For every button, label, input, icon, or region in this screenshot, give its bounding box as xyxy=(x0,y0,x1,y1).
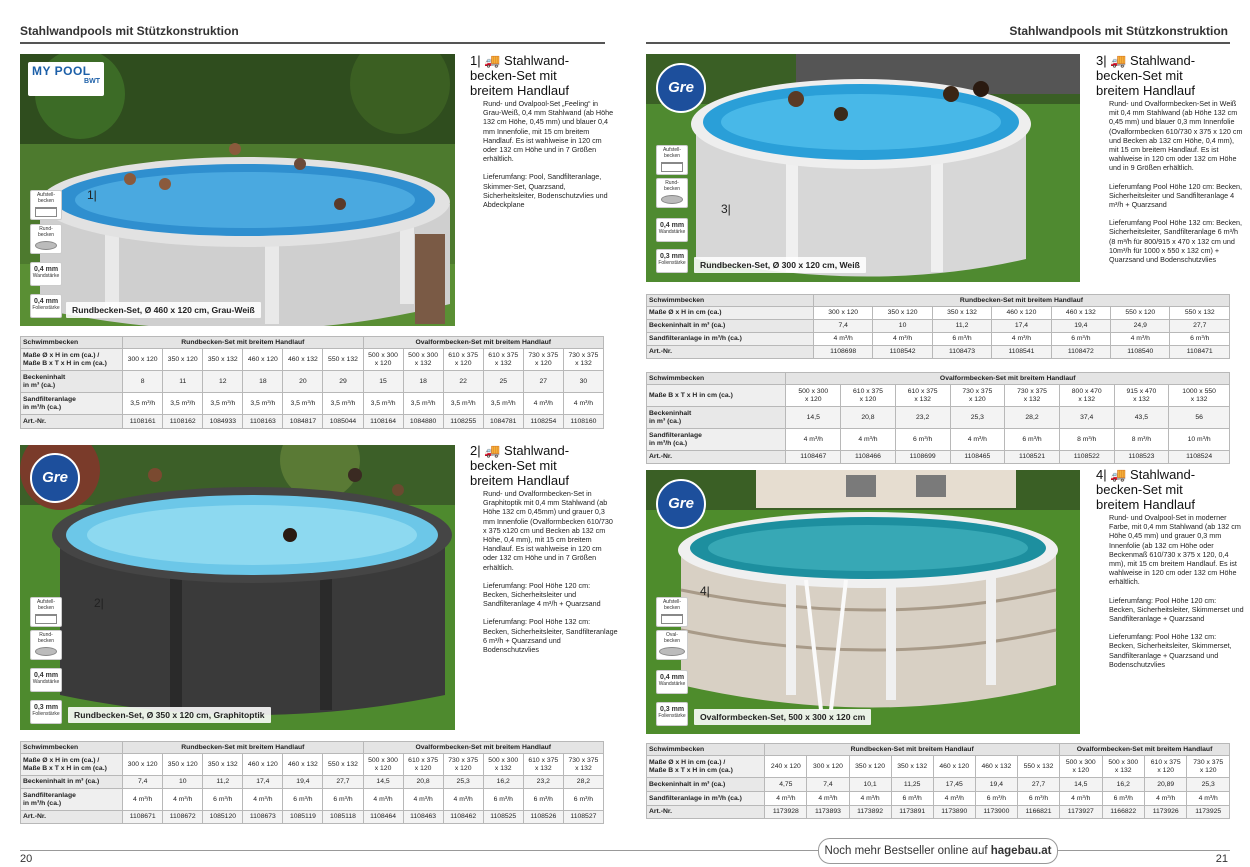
badge-aufstellbecken-4: Aufstell- becken xyxy=(656,597,688,627)
product-1-image-number: 1| xyxy=(87,188,97,202)
promo-link[interactable] xyxy=(818,838,1058,864)
badge-foil-2: 0,3 mm Folienstärke xyxy=(30,700,62,724)
badge-aufstellbecken-1: Aufstell- becken xyxy=(30,190,62,220)
badge-foil-3: 0,3 mm Folienstärke xyxy=(656,249,688,273)
product-4-photo xyxy=(646,470,1080,734)
mypool-logo xyxy=(28,62,104,96)
gre-logo-3: Gre xyxy=(656,63,706,113)
table-row: Art.-Nr. 1108671 1108672 1085120 1108673 1085119 1085118 1108464 1108463 1108462 1108525 1108526 1108527 xyxy=(21,811,604,824)
mypool-logo-text: MY POOL xyxy=(32,64,91,78)
badge-rundbecken-2: Rund- becken xyxy=(30,630,62,660)
table-row: Maße Ø x H in cm (ca.) / Maße B x T x H in cm (ca.) 300 x 120 350 x 120 350 x 132 460 x 120 460 x 132 550 x 132 500 x 300 x 120 500 x 300 x 132 610 x 375 x 120 610 x 375 x 132 730 x 375 x 120 730 x 375 x 132 xyxy=(21,349,604,371)
product-2-description: Rund- und Ovalformbecken-Set in Graphitoptik mit 0,4 mm Stahlwand (ab Höhe 132 cm 0,45mm) und grauer 0,3 mm Innenfolie (Ovalformbecken 610/730 x 375 x120 cm und Becken ab 132 cm Höhe, 0,4 mm), mit 15 cm breitem Handlauf. Es ist wahlweise in 120 cm oder 132 cm Höhe und in 7 Größen erhältlich. Lieferumfang: Pool Höhe 120 cm: Becken, Sicherheitsleiter und Sandfilteranlage 4 m³/h + Quarzsand Lieferumfang: Pool Höhe 132 cm: Becken, Sicherheitsleiter, Sandfilteranlage 6 m³/h + Quarzsand und Bodenschutzvlies xyxy=(483,489,618,655)
product-1-description: Rund- und Ovalpool-Set „Feeling“ in Grau-Weiß, 0,4 mm Stahlwand (ab Höhe 132 cm Höhe, 0,45 mm) und blauer 0,4 mm Innenfolie, mit 15 cm breitem Handlauf. Es ist wahlweise in 120 cm oder 132 cm Höhe und in 7 Größen erhältlich. Lieferumfang: Pool, Sandfilteranlage, Skimmer-Set, Quarzsand, Sicherheitsleiter, Bodenschutzvlies und Abdeckplane xyxy=(483,99,614,210)
truck-icon: 🚚 xyxy=(484,443,501,458)
promo-text: Noch mehr Bestseller online auf xyxy=(824,845,991,857)
product-2-title: 2| 🚚 Stahlwand- becken-Set mit breitem Handlauf xyxy=(470,443,570,488)
aufstell-icon xyxy=(35,207,57,217)
product-2-image-number: 2| xyxy=(94,596,104,610)
promo-url[interactable]: hagebau.at xyxy=(990,845,1052,857)
table-row: Maße Ø x H in cm (ca.) / Maße B x T x H in cm (ca.) 240 x 120 300 x 120 350 x 120 350 x 132 460 x 120 460 x 132 550 x 132 500 x 300 x 120 500 x 300 x 132 610 x 375 x 120 730 x 375 x 120 xyxy=(647,756,1230,778)
table-row: Sandfilteranlage in m³/h (ca.) 4 m³/h 4 m³/h 6 m³/h 4 m³/h 6 m³/h 4 m³/h 6 m³/h xyxy=(647,333,1230,346)
badge-foil-1: 0,4 mm Folienstärke xyxy=(30,294,62,318)
oval-pool-icon xyxy=(659,647,685,656)
round-pool-icon xyxy=(35,241,57,250)
aufstell-icon xyxy=(35,614,57,624)
product-4-description: Rund- und Ovalpool-Set in moderner Farbe, mit 0,4 mm Stahlwand (ab 132 cm Höhe 0,45 mm) und grauer 0,3 mm Innenfolie (ab 132 cm Höhe oder Beckenmaß 610/730 x 375 x 120, 0,4 mm), mit 15 cm breitem Handlauf. Es ist wahlweise in 120 cm oder 132 cm Höhe erhältlich. Lieferumfang: Pool Höhe 120 cm: Becken, Sicherheitsleiter, Skimmerset und Sandfilteranlage + Quarzsand Lieferumfang: Pool Höhe 132 cm: Becken, Sicherheitsleiter, Skimmerset, Sandfilteranlage + Quarzsand und Bodenschutzvlies xyxy=(1109,513,1244,669)
badge-wall-1: 0,4 mm Wandstärke xyxy=(30,262,62,286)
page-header-right: Stahlwandpools mit Stützkonstruktion xyxy=(1009,24,1228,38)
footer-rule-right xyxy=(1058,850,1230,851)
badge-aufstellbecken-2: Aufstell- becken xyxy=(30,597,62,627)
product-3-title: 3| 🚚 Stahlwand- becken-Set mit breitem Handlauf xyxy=(1096,53,1196,98)
product-3-caption: Rundbecken-Set, Ø 300 x 120 cm, Weiß xyxy=(694,257,866,273)
table-row: Maße B x T x H in cm (ca.) 500 x 300 x 120 610 x 375 x 120 610 x 375 x 132 730 x 375 x 120 730 x 375 x 132 800 x 470 x 132 915 x 470 x 132 1000 x 550 x 132 xyxy=(647,385,1230,407)
table-row: Sandfilteranlage in m³/h (ca.) 4 m³/h 4 m³/h 4 m³/h 6 m³/h 4 m³/h 6 m³/h 6 m³/h 4 m³/h 6 m³/h 4 m³/h 4 m³/h xyxy=(647,792,1230,806)
header-rule-right xyxy=(646,42,1230,44)
page-header-left: Stahlwandpools mit Stützkonstruktion xyxy=(20,24,239,38)
table-row: Sandfilteranlage in m³/h (ca.) 3,5 m³/h 3,5 m³/h 3,5 m³/h 3,5 m³/h 3,5 m³/h 3,5 m³/h 3,5 m³/h 3,5 m³/h 3,5 m³/h 3,5 m³/h 4 m³/h 4 m³/h xyxy=(21,393,604,415)
table-row: Beckeninhalt in m³ (ca.) 4,75 7,4 10,1 11,25 17,45 19,4 27,7 14,5 16,2 20,89 25,3 xyxy=(647,778,1230,792)
table-row: Sandfilteranlage in m³/h (ca.) 4 m³/h 4 m³/h 6 m³/h 4 m³/h 6 m³/h 8 m³/h 8 m³/h 10 m³/h xyxy=(647,429,1230,451)
header-rule-left xyxy=(20,42,605,44)
badge-wall-2: 0,4 mm Wandstärke xyxy=(30,668,62,692)
truck-icon: 🚚 xyxy=(484,53,501,68)
table-row: Art.-Nr. 1108467 1108466 1108699 1108465 1108521 1108522 1108523 1108524 xyxy=(647,451,1230,464)
badge-wall-3: 0,4 mm Wandstärke xyxy=(656,218,688,242)
table-row: Art.-Nr. 1173928 1173893 1173892 1173891 1173890 1173900 1166821 1173927 1166822 1173926 1173925 xyxy=(647,806,1230,819)
table-row: Beckeninhalt in m³ (ca.) 7,4 10 11,2 17,4 19,4 27,7 14,5 20,8 25,3 16,2 23,2 28,2 xyxy=(21,776,604,789)
page-number-right: 21 xyxy=(1215,853,1228,865)
table-row: Art.-Nr. 1108161 1108162 1084933 1108163 1084817 1085044 1108164 1084880 1108255 1084781 1108254 1108160 xyxy=(21,415,604,429)
aufstell-icon xyxy=(661,614,683,624)
product-4-title: 4| 🚚 Stahlwand- becken-Set mit breitem Handlauf xyxy=(1096,467,1196,512)
badge-ovalbecken-4: Oval- becken xyxy=(656,630,688,660)
badge-rundbecken-3: Rund- becken xyxy=(656,178,688,208)
product-1-caption: Rundbecken-Set, Ø 460 x 120 cm, Grau-Weiß xyxy=(66,302,261,318)
spec-table-4: Schwimmbecken Rundbecken-Set mit breitem Handlauf Ovalformbecken-Set mit breitem Handlauf Maße Ø x H in cm (ca.) / Maße B x T x H in cm (ca.) 240 x 120 300 x 120 350 x 120 350 x 132 460 x 120 460 x 132 550 x 132 500 x 300 x 120 500 x 300 x 132 610 x 375 x 120 730 x 375 x 120 Beckeninhalt in m³ (ca.) 4,75 7,4 10,1 11,25 17,45 19,4 27,7 14,5 16,2 20,89 25,3 Sandfilteranlage in m³/h (ca.) 4 m³/h 4 m³/h 4 m³/h 6 m³/h 4 m³/h 6 m³/h 6 m³/h 4 m³/h 6 m³/h 4 m³/h 4 m³/h Art.-Nr. 1173928 1173893 1173892 1173891 1173890 1173900 1166821 1173927 1166822 1173926 1173925 xyxy=(646,743,1230,819)
product-2-photo xyxy=(20,445,455,730)
gre-logo-4: Gre xyxy=(656,479,706,529)
aufstell-icon xyxy=(661,162,683,172)
badge-aufstellbecken-3: Aufstell- becken xyxy=(656,145,688,175)
spec-table-3a: Schwimmbecken Rundbecken-Set mit breitem Handlauf Maße Ø x H in cm (ca.) 300 x 120 350 x 120 350 x 132 460 x 120 460 x 132 550 x 120 550 x 132 Beckeninhalt in m³ (ca.) 7,4 10 11,2 17,4 19,4 24,9 27,7 Sandfilteranlage in m³/h (ca.) 4 m³/h 4 m³/h 6 m³/h 4 m³/h 6 m³/h 4 m³/h 6 m³/h Art.-Nr. 1108698 1108542 1108473 1108541 1108472 1108540 1108471 xyxy=(646,294,1230,359)
product-1-title: 1| 🚚 Stahlwand- becken-Set mit breitem Handlauf xyxy=(470,53,570,98)
table-row: Maße Ø x H in cm (ca.) 300 x 120 350 x 120 350 x 132 460 x 120 460 x 132 550 x 120 550 x 132 xyxy=(647,307,1230,320)
product-4-image-number: 4| xyxy=(700,584,710,598)
table-row: Beckeninhalt in m³ (ca.) 7,4 10 11,2 17,4 19,4 24,9 27,7 xyxy=(647,320,1230,333)
round-pool-icon xyxy=(35,647,57,656)
spec-table-1: Schwimmbecken Rundbecken-Set mit breitem Handlauf Ovalformbecken-Set mit breitem Handlauf Maße Ø x H in cm (ca.) / Maße B x T x H in cm (ca.) 300 x 120 350 x 120 350 x 132 460 x 120 460 x 132 550 x 132 500 x 300 x 120 500 x 300 x 132 610 x 375 x 120 610 x 375 x 132 730 x 375 x 120 730 x 375 x 132 Beckeninhalt in m³ (ca.) 8 11 12 18 20 29 15 18 22 25 27 30 Sandfilteranlage in m³/h (ca.) 3,5 m³/h 3,5 m³/h 3,5 m³/h 3,5 m³/h 3,5 m³/h 3,5 m³/h 3,5 m³/h 3,5 m³/h 3,5 m³/h 3,5 m³/h 4 m³/h 4 m³/h Art.-Nr. 1108161 1108162 1084933 1108163 1084817 1085044 1108164 1084880 1108255 1084781 1108254 1108160 xyxy=(20,336,604,429)
product-2-caption: Rundbecken-Set, Ø 350 x 120 cm, Graphitoptik xyxy=(68,707,271,723)
gre-logo-2: Gre xyxy=(30,453,80,503)
table-row: Beckeninhalt in m³ (ca.) 14,5 20,8 23,2 25,3 28,2 37,4 43,5 56 xyxy=(647,407,1230,429)
spec-table-2: Schwimmbecken Rundbecken-Set mit breitem Handlauf Ovalformbecken-Set mit breitem Handlauf Maße Ø x H in cm (ca.) / Maße B x T x H in cm (ca.) 300 x 120 350 x 120 350 x 132 460 x 120 460 x 132 550 x 132 500 x 300 x 120 610 x 375 x 120 730 x 375 x 120 500 x 300 x 132 610 x 375 x 132 730 x 375 x 132 Beckeninhalt in m³ (ca.) 7,4 10 11,2 17,4 19,4 27,7 14,5 20,8 25,3 16,2 23,2 28,2 Sandfilteranlage in m³/h (ca.) 4 m³/h 4 m³/h 6 m³/h 4 m³/h 6 m³/h 6 m³/h 4 m³/h 4 m³/h 4 m³/h 6 m³/h 6 m³/h 6 m³/h Art.-Nr. 1108671 1108672 1085120 1108673 1085119 1085118 1108464 1108463 1108462 1108525 1108526 1108527 xyxy=(20,741,604,824)
table-row: Maße Ø x H in cm (ca.) / Maße B x T x H in cm (ca.) 300 x 120 350 x 120 350 x 132 460 x 120 460 x 132 550 x 132 500 x 300 x 120 610 x 375 x 120 730 x 375 x 120 500 x 300 x 132 610 x 375 x 132 730 x 375 x 132 xyxy=(21,754,604,776)
badge-wall-4: 0,4 mm Wandstärke xyxy=(656,670,688,694)
page-number-left: 20 xyxy=(20,853,33,865)
product-4-caption: Ovalformbecken-Set, 500 x 300 x 120 cm xyxy=(694,709,871,725)
mypool-logo-sub: BWT xyxy=(84,78,100,85)
table-row: Sandfilteranlage in m³/h (ca.) 4 m³/h 4 m³/h 6 m³/h 4 m³/h 6 m³/h 6 m³/h 4 m³/h 4 m³/h 4 m³/h 6 m³/h 6 m³/h 6 m³/h xyxy=(21,789,604,811)
footer-rule-left xyxy=(20,850,818,851)
product-3-image-number: 3| xyxy=(721,202,731,216)
badge-rundbecken-1: Rund- becken xyxy=(30,224,62,254)
truck-icon: 🚚 xyxy=(1110,467,1127,482)
table-row: Beckeninhalt in m³ (ca.) 8 11 12 18 20 29 15 18 22 25 27 30 xyxy=(21,371,604,393)
round-pool-icon xyxy=(661,195,683,204)
product-3-photo xyxy=(646,54,1080,282)
truck-icon: 🚚 xyxy=(1110,53,1127,68)
table-row: Art.-Nr. 1108698 1108542 1108473 1108541 1108472 1108540 1108471 xyxy=(647,346,1230,359)
product-3-description: Rund- und Ovalformbecken-Set in Weiß mit 0,4 mm Stahlwand (ab Höhe 132 cm 0,45 mm) und blauer 0,3 mm Innenfolie (Ovalformbecken 610/730 x 375 x 120 cm und Becken ab 132 cm Höhe, 0,4 mm), mit 15 cm breitem Handlauf. Es ist wahlweise in 120 cm oder 132 cm Höhe und in 9 Größen erhältlich. Lieferumfang Pool Höhe 120 cm: Becken, Sicherheitsleiter und Sandfilteranlage 4 m³/h + Quarzsand Lieferumfang Pool Höhe 132 cm: Becken, Sicherheitsleiter, Sandfilteranlage 6 m³/h (8 m³/h für 800/915 x 470 x 132 cm und 10m³/h für 1000 x 550 x 132 cm) + Quarzsand und Bodenschutzvlies xyxy=(1109,99,1243,265)
badge-foil-4: 0,3 mm Folienstärke xyxy=(656,702,688,726)
spec-table-3b: Schwimmbecken Ovalformbecken-Set mit breitem Handlauf Maße B x T x H in cm (ca.) 500 x 300 x 120 610 x 375 x 120 610 x 375 x 132 730 x 375 x 120 730 x 375 x 132 800 x 470 x 132 915 x 470 x 132 1000 x 550 x 132 Beckeninhalt in m³ (ca.) 14,5 20,8 23,2 25,3 28,2 37,4 43,5 56 Sandfilteranlage in m³/h (ca.) 4 m³/h 4 m³/h 6 m³/h 4 m³/h 6 m³/h 8 m³/h 8 m³/h 10 m³/h Art.-Nr. 1108467 1108466 1108699 1108465 1108521 1108522 1108523 1108524 xyxy=(646,372,1230,464)
